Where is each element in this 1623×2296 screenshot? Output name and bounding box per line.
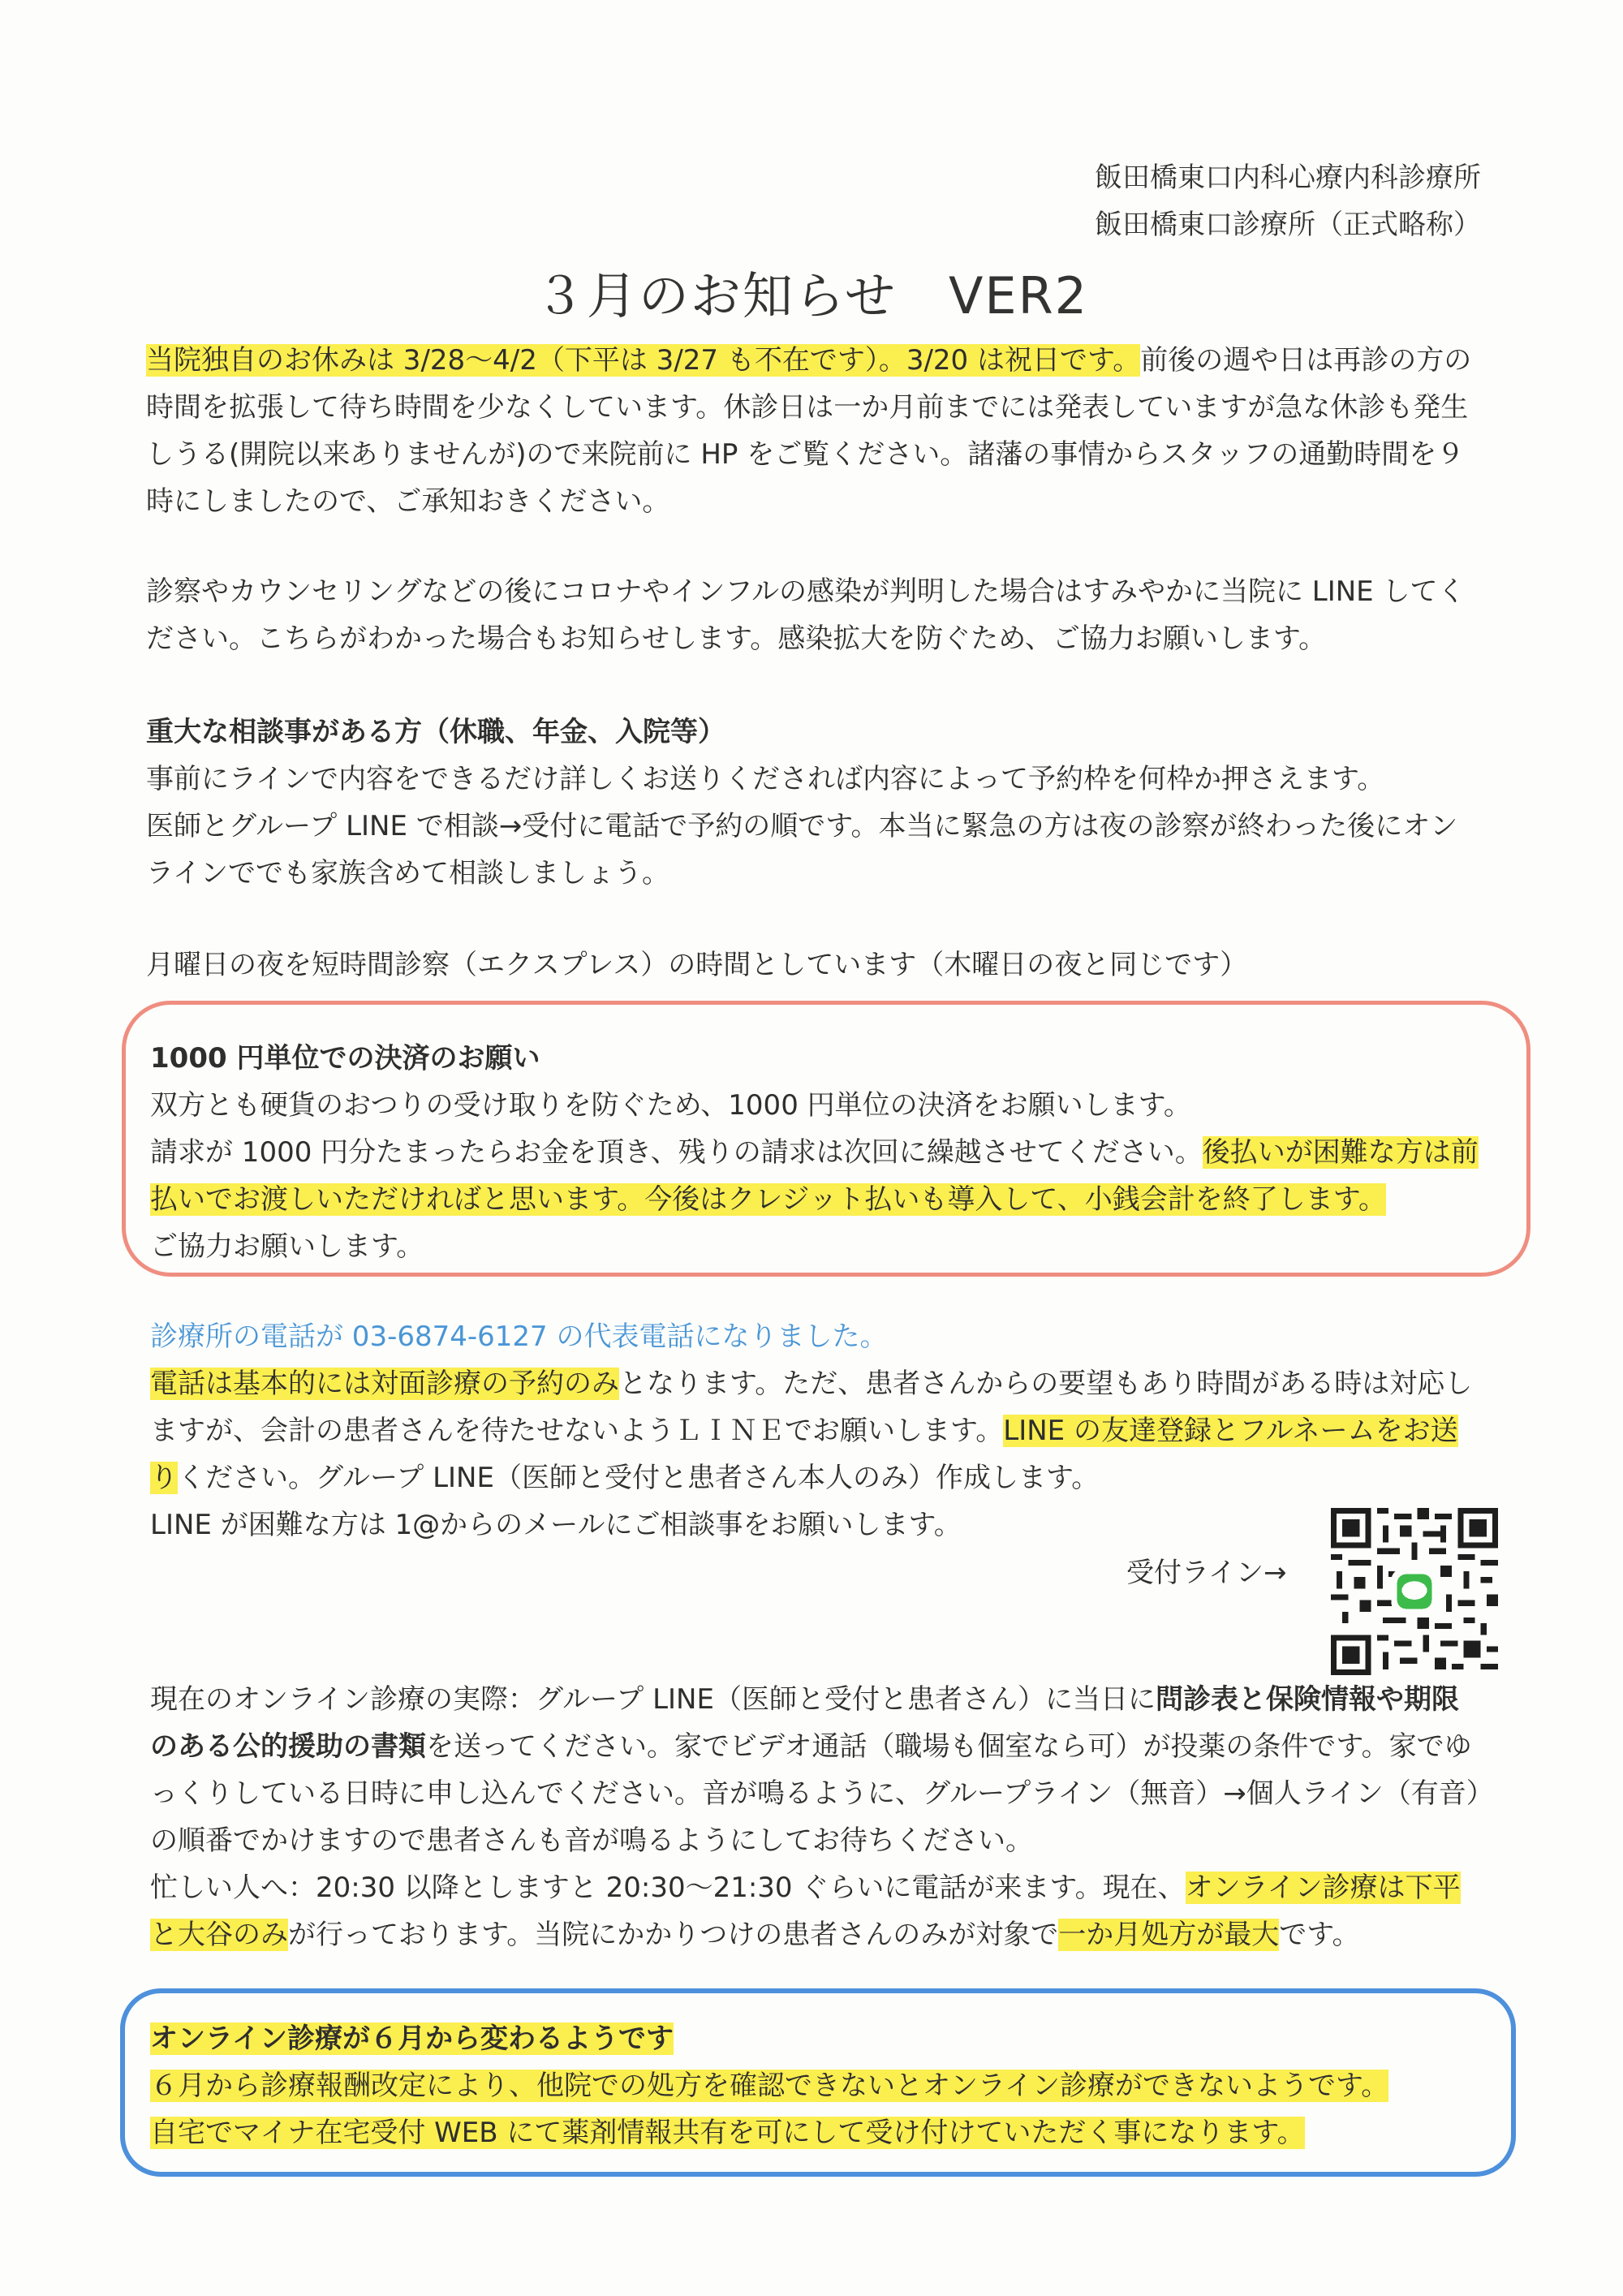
holiday-text: 前後の週や日は再診の方の時間を拡張して待ち時間を少なくしています。休診日は一か月前までには発表していますが急な休診も発生しうる(開院以来ありませんが)ので来院前に HP をご覧ください。諸藩の事情からスタッフの通勤時間を９時にしましたので、ご承知おきください。 bbox=[146, 344, 1472, 518]
online-text-2c: です。 bbox=[1279, 1919, 1360, 1951]
holiday-highlight: 当院独自のお休みは 3/28～4/2（下平は 3/27 も不在です）。3/20 は祝日です。 bbox=[146, 344, 1141, 377]
phone-highlight-2: LINE の友達登録とフルネームをお送り bbox=[150, 1415, 1458, 1494]
infection-paragraph: 診察やカウンセリングなどの後にコロナやインフルの感染が判明した場合はすみやかに当院に LINE してください。こちらがわかった場合もお知らせします。感染拡大を防ぐため、ご協力お願いします。 bbox=[146, 575, 1466, 655]
phone-text-1: となります。ただ、患者さんからの要望もあり時間がある時は対応しますが、会計の患者さんを待たせないようＬＩＮＥでお願いします。 bbox=[150, 1368, 1473, 1447]
change-line-2: 自宅でマイナ在宅受付 WEB にて薬剤情報共有を可にして受け付けていただく事になります。 bbox=[150, 2117, 1305, 2149]
phone-highlight-1: 電話は基本的には対面診療の予約のみ bbox=[150, 1368, 619, 1400]
payment-heading: 1000 円単位での決済のお願い bbox=[150, 1042, 540, 1075]
page-title: ３月のお知らせ VER2 bbox=[534, 266, 1089, 325]
online-change-section bbox=[150, 2015, 1497, 2156]
qr-label: 受付ライン→ bbox=[1126, 1557, 1287, 1589]
phone-paragraph bbox=[150, 1360, 1485, 1501]
consultation-heading: 重大な相談事がある方（休職、年金、入院等） bbox=[146, 716, 725, 748]
change-heading-row bbox=[150, 2015, 1497, 2062]
clinic-name: 飯田橋東口内科心療内科診療所 bbox=[1095, 162, 1481, 194]
change-heading: オンライン診療が６月から変わるようです bbox=[150, 2022, 674, 2055]
monday-express-text: 月曜日の夜を短時間診察（エクスプレス）の時間としています（木曜日の夜と同じです） bbox=[146, 949, 1248, 981]
payment-line-3: ご協力お願いします。 bbox=[150, 1230, 424, 1263]
payment-section bbox=[150, 1035, 1481, 1270]
payment-highlight: 後払いが困難な方は前払いでお渡しいただければと思います。今後はクレジット払いも導入して、小銭会計を終了します。 bbox=[150, 1136, 1479, 1216]
online-paragraph-1 bbox=[150, 1676, 1485, 1864]
consultation-section bbox=[146, 709, 1485, 897]
online-text-2a: 忙しい人へ：20:30 以降としますと 20:30～21:30 ぐらいに電話が来ます。現在、 bbox=[150, 1872, 1186, 1904]
payment-line-2-text: 請求が 1000 円分たまったらお金を頂き、残りの請求は次回に繰越させてください。 bbox=[150, 1136, 1203, 1169]
line-qr-code-icon[interactable] bbox=[1331, 1508, 1498, 1675]
change-line-1: ６月から診療報酬改定により、他院での処方を確認できないとオンライン診療ができないようです。 bbox=[150, 2070, 1389, 2102]
change-line-2-row bbox=[150, 2109, 1497, 2156]
consultation-line-2: 医師とグループ LINE で相談→受付に電話で予約の順です。本当に緊急の方は夜の診察が終わった後にオンラインででも家族含めて相談しましょう。 bbox=[146, 810, 1458, 890]
clinic-info bbox=[1095, 154, 1481, 248]
payment-line-2 bbox=[150, 1129, 1481, 1223]
clinic-short-name: 飯田橋東口診療所（正式略称） bbox=[1095, 209, 1481, 241]
email-text: LINE が困難な方は 1@からのメールにご相談事をお願いします。 bbox=[150, 1509, 962, 1541]
online-section bbox=[150, 1676, 1485, 1958]
phone-text-2: ください。グループ LINE（医師と受付と患者さん本人のみ）作成します。 bbox=[178, 1462, 1100, 1494]
online-text-1a: 現在のオンライン診療の実際：グループ LINE（医師と受付と患者さん）に当日に bbox=[150, 1683, 1156, 1716]
payment-line-1: 双方とも硬貨のおつりの受け取りを防ぐため、1000 円単位の決済をお願いします。 bbox=[150, 1089, 1191, 1122]
online-text-2b: が行っております。当院にかかりつけの患者さんのみが対象で bbox=[288, 1919, 1059, 1951]
online-highlight-2: 一か月処方が最大 bbox=[1058, 1919, 1280, 1951]
holiday-paragraph bbox=[146, 337, 1485, 525]
online-paragraph-2 bbox=[150, 1864, 1485, 1958]
online-highlight-1: オンライン診療は下平と大谷のみ bbox=[150, 1872, 1461, 1951]
consultation-line-1: 事前にラインで内容をできるだけ詳しくお送りくだされば内容によって予約枠を何枠か押さえます。 bbox=[146, 763, 1385, 795]
phone-section bbox=[150, 1313, 1485, 1549]
online-text-1c: を送ってください。家でビデオ通話（職場も個室なら可）が投薬の条件です。家でゆっくりしている日時に申し込んでください。音が鳴るように、グループライン（無音）→個人ライン（有音）の順番でかけますので患者さんも音が鳴るようにしてお待ちください。 bbox=[150, 1730, 1480, 1857]
online-bold-text: 問診表と保険情報や期限のある公的援助の書類 bbox=[150, 1683, 1459, 1763]
phone-heading: 診療所の電話が 03-6874-6127 の代表電話になりました。 bbox=[150, 1320, 888, 1353]
change-line-1-row bbox=[150, 2062, 1497, 2109]
